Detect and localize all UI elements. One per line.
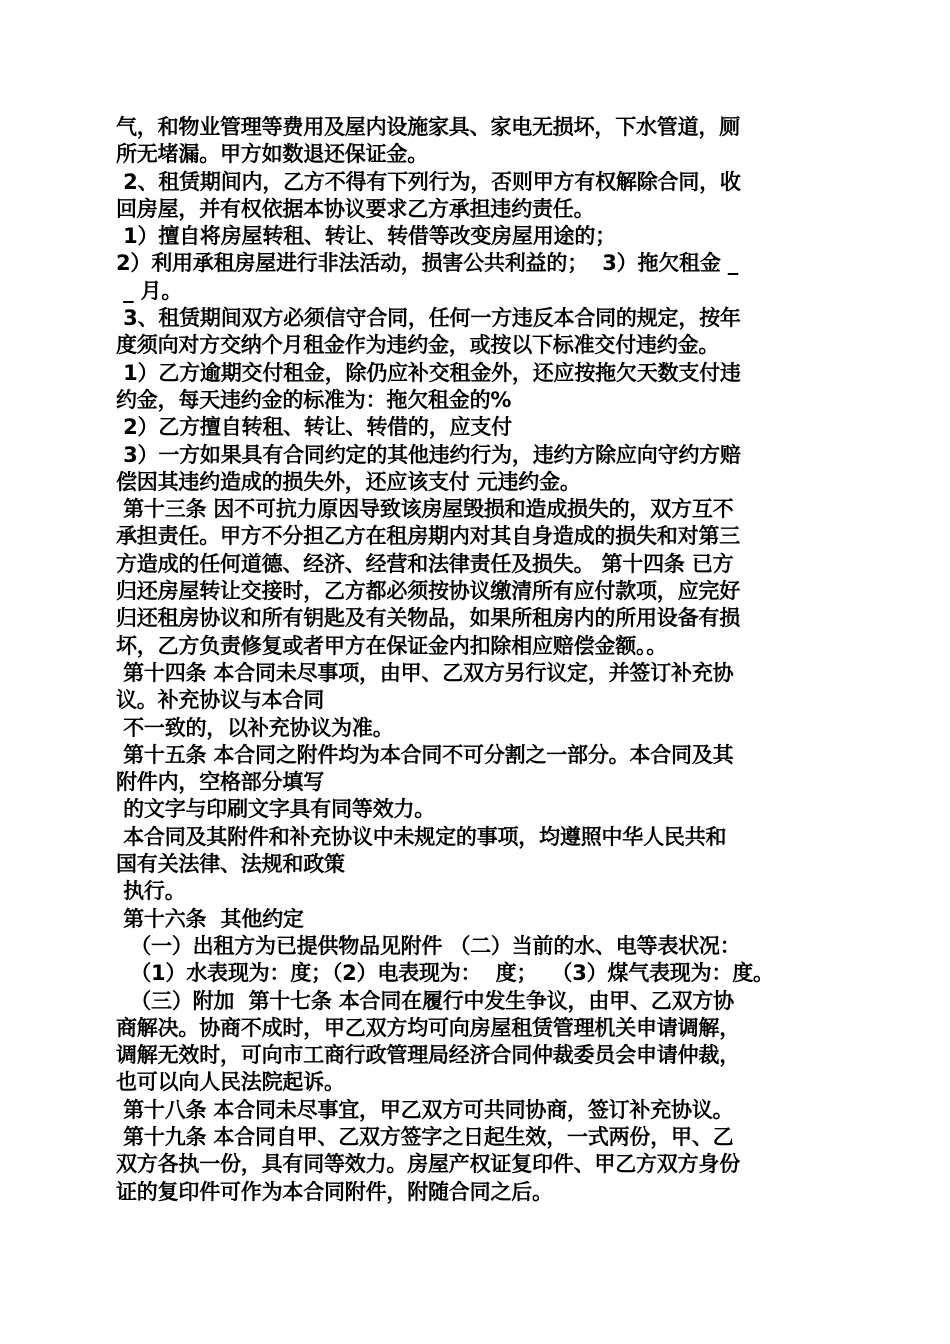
text-line: 执行。 (116, 879, 186, 904)
text-line: 承担责任。甲方不分担乙方在租房期内对其自身造成的损失和对第三 (116, 524, 740, 549)
text-line: 附件内，空格部分填写 (116, 770, 324, 795)
text-line: 第十五条 本合同之附件均为本合同不可分割之一部分。本合同及其 (116, 742, 734, 767)
text-line: 1）乙方逾期交付租金，除仍应补交租金外，还应按拖欠天数支付违 (116, 360, 741, 385)
text-line: （一）出租方为已提供物品见附件 （二）当前的水、电等表状况： (116, 933, 741, 958)
text-line: 国有关法律、法规和政策 (116, 852, 345, 877)
text-line: 3、租赁期间双方必须信守合同，任何一方违反本合同的规定，按年 (116, 306, 741, 331)
text-line: 第十九条 本合同自甲、乙双方签字之日起生效，一式两份，甲、乙 (116, 1124, 734, 1149)
text-line: 1）擅自将房屋转租、转让、转借等改变房屋用途的； (116, 224, 616, 249)
text-line: 方造成的任何道德、经济、经营和法律责任及损失。 第十四条 已方 (116, 551, 734, 576)
text-line: 所无堵漏。甲方如数退还保证金。 (116, 142, 428, 167)
text-line: 证的复印件可作为本合同附件，附随合同之后。 (116, 1179, 553, 1204)
text-line: 的文字与印刷文字具有同等效力。 (116, 797, 436, 822)
text-line: 第十六条 其他约定 (116, 906, 304, 931)
text-line: 约金，每天违约金的标准为：拖欠租金的% (116, 387, 512, 412)
text-line: 归还房屋转让交接时，乙方都必须按协议缴清所有应付款项，应完好 (116, 579, 740, 604)
text-line: 调解无效时，可向市工商行政管理局经济合同仲裁委员会申请仲裁， (116, 1043, 740, 1068)
text-line: 归还租房协议和所有钥匙及有关物品，如果所租房内的所用设备有损 (116, 606, 740, 631)
text-line: 坏，乙方负责修复或者甲方在保证金内扣除相应赔偿金额。。 (116, 633, 668, 658)
text-line: 第十三条 因不可抗力原因导致该房屋毁损和造成损失的，双方互不 (116, 497, 734, 522)
text-line: 偿因其违约造成的损失外，还应该支付 元违约金。 (116, 469, 581, 494)
text-line: 第十八条 本合同未尽事宜，甲乙双方可共同协商，签订补充协议。 (116, 1097, 734, 1122)
text-line: 2）乙方擅自转租、转让、转借的，应支付 (116, 415, 512, 440)
text-line: _ 月。 (116, 278, 183, 303)
text-line: 也可以向人民法院起诉。 (116, 1070, 345, 1095)
text-line: 第十四条 本合同未尽事项，由甲、乙双方另行议定，并签订补充协 (116, 660, 734, 685)
text-line: 商解决。协商不成时，甲乙双方均可向房屋租赁管理机关申请调解， (116, 1015, 740, 1040)
text-line: 回房屋，并有权依据本协议要求乙方承担违约责任。 (116, 196, 595, 221)
text-line: 不一致的，以补充协议为准。 (116, 715, 394, 740)
text-line: 度须向对方交纳个月租金作为违约金，或按以下标准交付违约金。 (116, 333, 720, 358)
text-line: 气，和物业管理等费用及屋内设施家具、家电无损坏，下水管道，厕 (116, 115, 740, 139)
text-line: 2）利用承租房屋进行非法活动，损害公共利益的； 3）拖欠租金 _ (116, 251, 739, 276)
contract-text (116, 114, 846, 1206)
text-line: 议。补充协议与本合同 (116, 688, 324, 713)
text-line: 3）一方如果具有合同约定的其他违约行为，违约方除应向守约方赔 (116, 442, 741, 467)
text-line: （三）附加 第十七条 本合同在履行中发生争议，由甲、乙双方协 (116, 988, 734, 1013)
text-line: （1）水表现为：度；（2）电表现为： 度； （3）煤气表现为：度。 (116, 961, 774, 986)
text-line: 双方各执一份，具有同等效力。房屋产权证复印件、甲乙方双方身份 (116, 1152, 740, 1177)
text-line: 2、租赁期间内，乙方不得有下列行为，否则甲方有权解除合同，收 (116, 169, 741, 194)
text-line: 本合同及其附件和补充协议中未规定的事项，均遵照中华人民共和 (116, 824, 727, 849)
